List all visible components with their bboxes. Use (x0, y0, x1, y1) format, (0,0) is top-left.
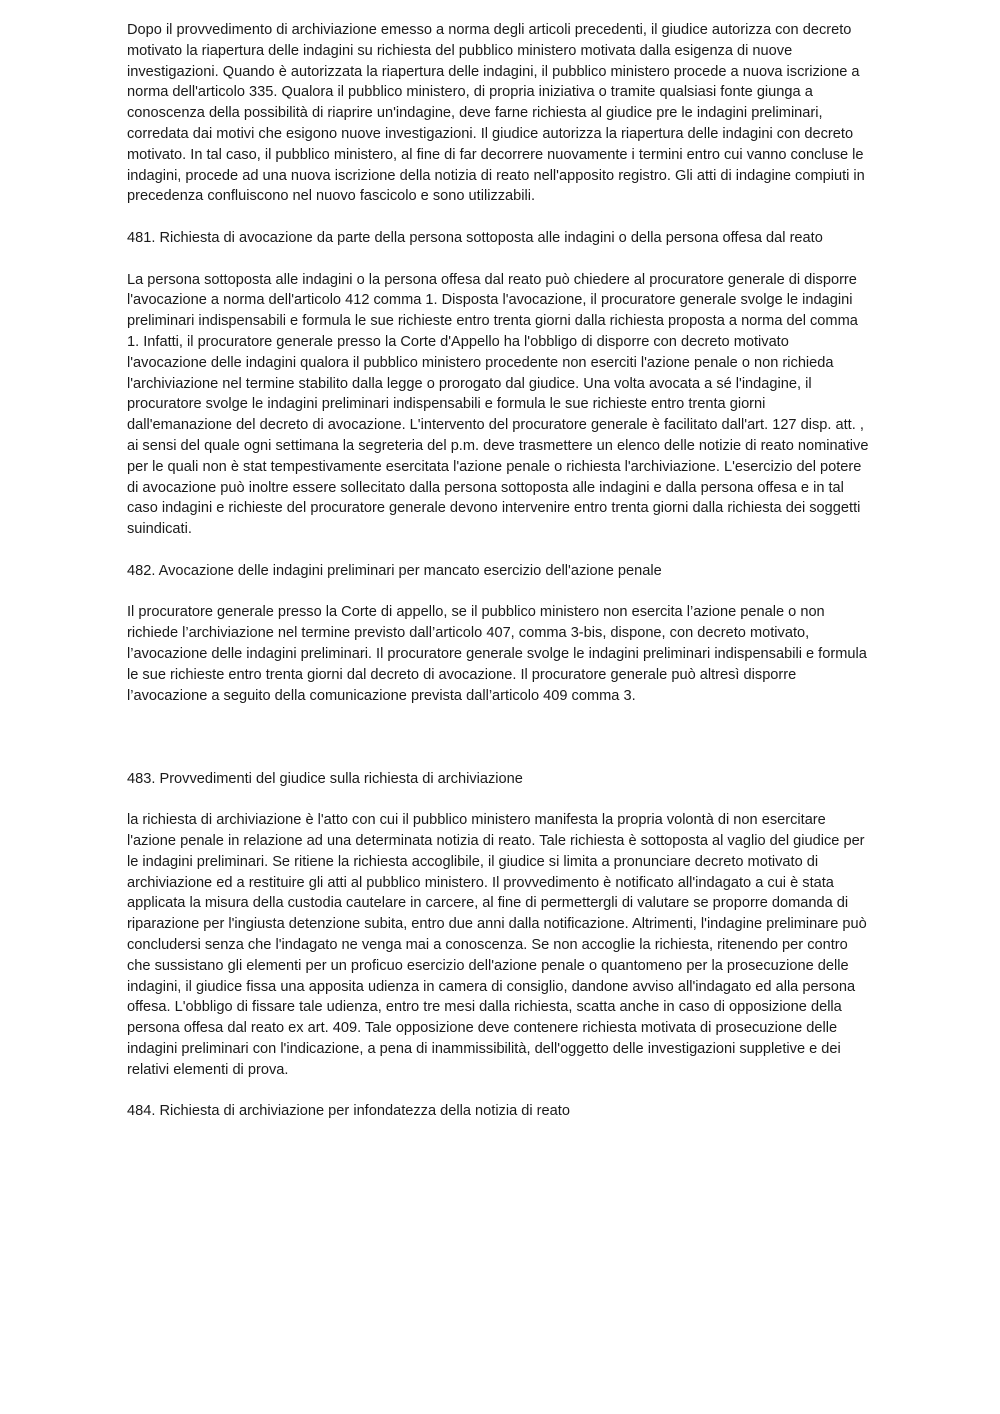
section-body-481: La persona sottoposta alle indagini o la persona offesa dal reato può chiedere al procuratore generale di disporre l'avocazione a norma dell'articolo 412 comma 1. Disposta l'avocazione, il procuratore generale svolge le indagini preliminari indispensabili e formula le sue richieste entro trenta giorni dalla richiesta proposta a norma del comma 1. Infatti, il procuratore generale presso la Corte d'Appello ha l'obbligo di disporre con decreto motivato l'avocazione delle indagini qualora il pubblico ministero procedente non eserciti l'azione penale o non richieda l'archiviazione nel termine stabilito dalla legge o prorogato dal giudice. Una volta avocata a sé l'indagine, il procuratore svolge le indagini preliminari indispensabili e formula le sue richieste entro trenta giorni dall'emanazione del decreto di avocazione. L'intervento del procuratore generale è facilitato dall'art. 127 disp. att. , ai sensi del quale ogni settimana la segreteria del p.m. deve trasmettere un elenco delle notizie di reato nominative per le quali non è stat tempestivamente esercitata l'azione penale o richiesta l'archiviazione. L'esercizio del potere di avocazione può inoltre essere sollecitato dalla persona sottoposta alle indagini e dalla persona offesa e in tal caso indagini e richieste del procuratore generale devono intervenire entro trenta giorni dalla richiesta dei soggetti suindicati. (127, 271, 869, 538)
spacer (127, 706, 872, 748)
section-body-482: Il procuratore generale presso la Corte di appello, se il pubblico ministero non esercita l’azione penale o non richiede l’archiviazione nel termine previsto dall’articolo 407, comma 3-bis, dispone, con decreto motivato, l’avocazione delle indagini preliminari. Il procuratore generale svolge le indagini preliminari indispensabili e formula le sue richieste entro trenta giorni dal decreto di avocazione. Il procuratore generale può altresì disporre l’avocazione a seguito della comunicazione prevista dall’articolo 409 comma 3. (127, 604, 867, 704)
section-heading-483: 483. Provvedimenti del giudice sulla richiesta di archiviazione (127, 770, 523, 787)
spacer (127, 789, 872, 810)
document-page (127, 20, 872, 1122)
section-heading-482: 482. Avocazione delle indagini preliminari per mancato esercizio dell'azione penale (127, 562, 662, 579)
section-body-483: la richiesta di archiviazione è l'atto con cui il pubblico ministero manifesta la propria volontà di non esercitare l'azione penale in relazione ad una determinata notizia di reato. Tale richiesta è sottoposta al vaglio del giudice per le indagini preliminari. Se ritiene la richiesta accoglibile, il giudice si limita a pronunciare decreto motivato di archiviazione ed a restituire gli atti al pubblico ministero. Il provvedimento è notificato all'indagato a cui è stata applicata la misura della custodia cautelare in carcere, al fine di permettergli di valutare se proporre domanda di riparazione per l'ingiusta detenzione subita, entro due anni dalla notificazione. Altrimenti, l'indagine preliminare può concludersi senza che l'indagato ne venga mai a conoscenza. Se non accoglie la richiesta, ritenendo per contro che sussistano gli elementi per un proficuo esercizio dell'azione penale o quantomeno per la prosecuzione delle indagini, il giudice fissa una apposita udienza in camera di consiglio, dandone avviso all'indagato ed alla persona offesa. L'obbligo di fissare tale udienza, entro tre mesi dalla richiesta, scatta anche in caso di opposizione della persona offesa dal reato ex art. 409. Tale opposizione deve contenere richiesta motivata di prosecuzione delle indagini preliminari con l'indicazione, a pena di inammissibilità, dell'oggetto delle investigazioni suppletive e dei relativi elementi di prova. (127, 812, 867, 1078)
spacer (127, 1081, 872, 1102)
spacer (127, 582, 872, 603)
section-heading-481: 481. Richiesta di avocazione da parte della persona sottoposta alle indagini o della persona offesa dal reato (127, 229, 823, 246)
spacer (127, 207, 872, 228)
spacer (127, 540, 872, 561)
section-heading-484: 484. Richiesta di archiviazione per infondatezza della notizia di reato (127, 1103, 570, 1120)
spacer (127, 249, 872, 270)
spacer (127, 748, 872, 769)
intro-paragraph: Dopo il provvedimento di archiviazione emesso a norma degli articoli precedenti, il giudice autorizza con decreto motivato la riapertura delle indagini su richiesta del pubblico ministero motivata dalla esigenza di nuove investigazioni. Quando è autorizzata la riapertura delle indagini, il pubblico ministero procede a nuova iscrizione a norma dell'articolo 335. Qualora il pubblico ministero, di propria iniziativa o tramite qualsiasi fonte giunga a conoscenza della possibilità di riaprire un'indagine, deve farne richiesta al giudice pre le indagini preliminari, corredata dai motivi che esigono nuove investigazioni. Il giudice autorizza la riapertura delle indagini con decreto motivato. In tal caso, il pubblico ministero, al fine di far decorrere nuovamente i termini entro cui vanno concluse le indagini, procede ad una nuova iscrizione della notizia di reato nell'apposito registro. Gli atti di indagine compiuti in precedenza confluiscono nel nuovo fascicolo e sono utilizzabili. (127, 22, 865, 205)
